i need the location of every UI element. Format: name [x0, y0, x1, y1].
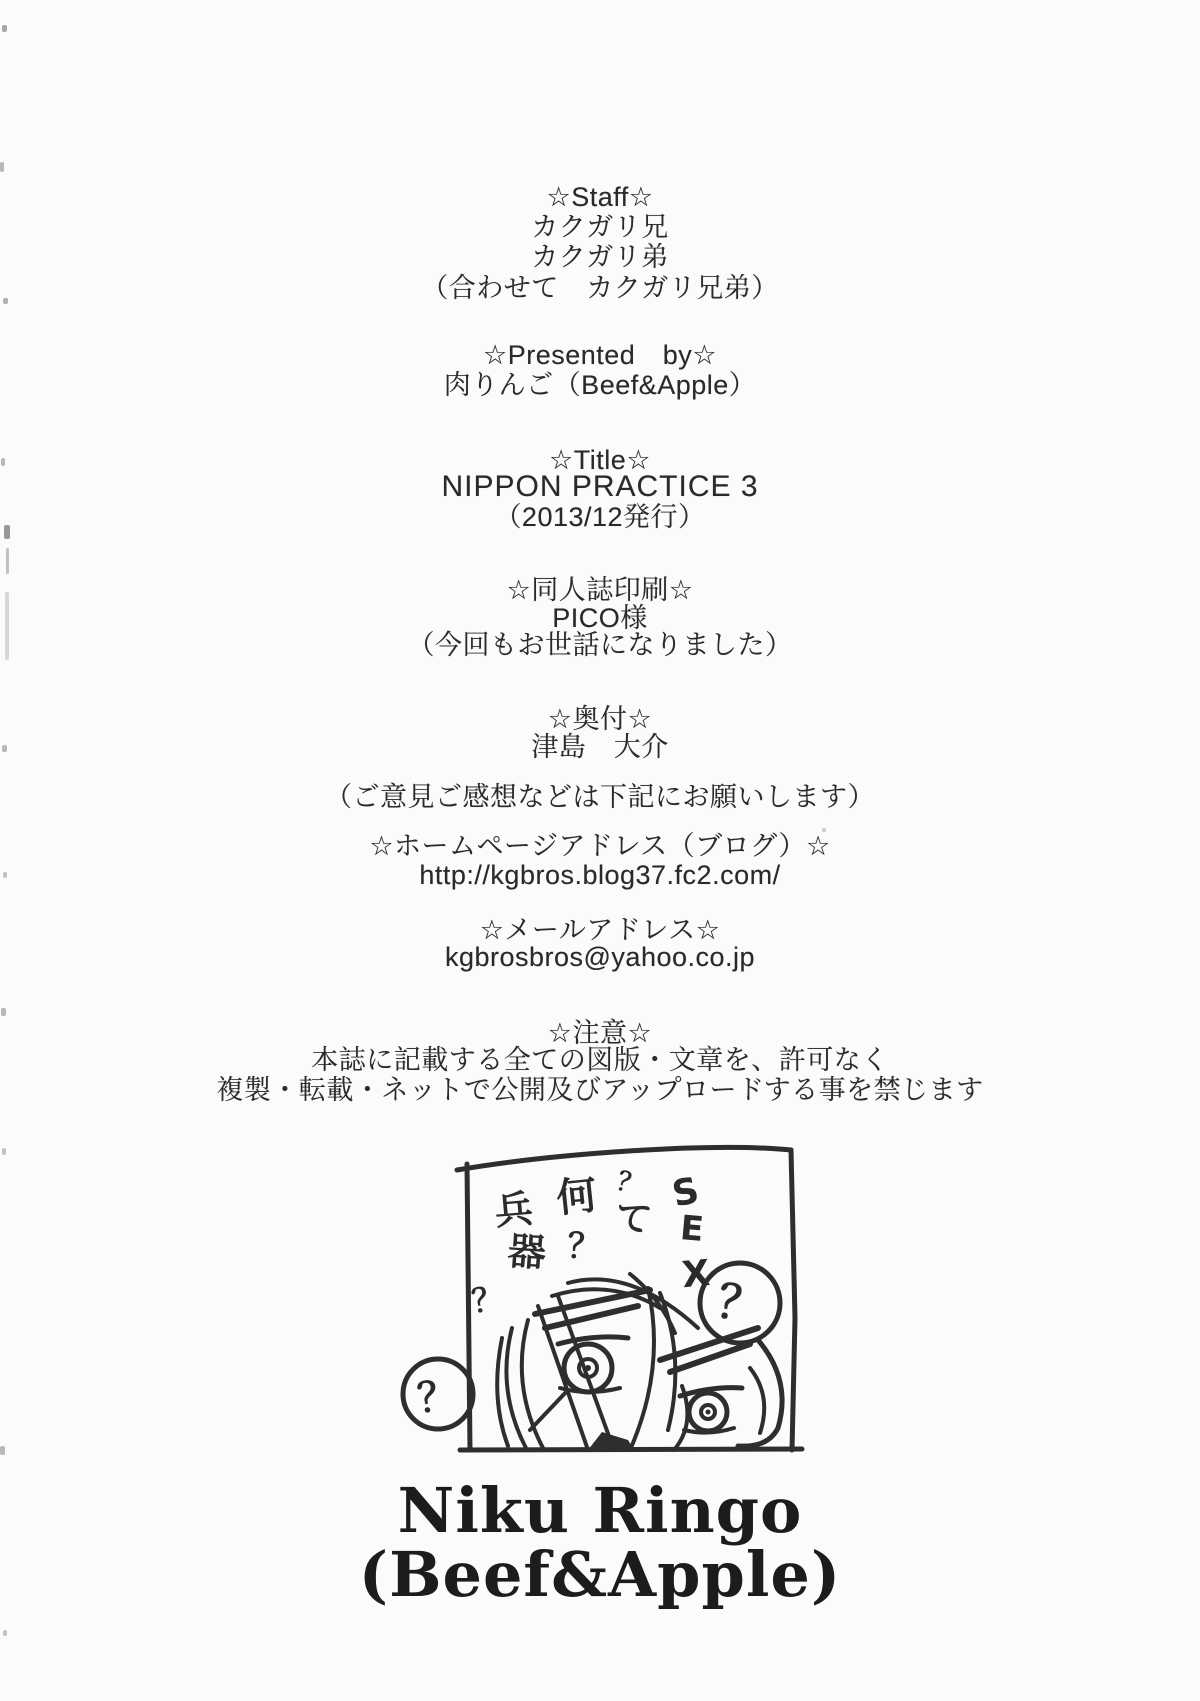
- scan-speck: [2, 745, 7, 752]
- circle-name-english: Niku Ringo: [397, 1474, 803, 1547]
- staff-member-elder: カクガリ兄: [531, 212, 669, 242]
- right-eyebrow-slash-2: [670, 1344, 750, 1372]
- scribble-q1: ？: [469, 1277, 508, 1321]
- printer-name: PICO様: [552, 603, 648, 633]
- printer-thanks: （今回もお世話になりました）: [407, 630, 793, 660]
- scan-speck: [0, 1446, 5, 1455]
- homepage-url: http://kgbros.blog37.fc2.com/: [419, 860, 781, 890]
- scan-speck: [2, 25, 7, 32]
- email-address: kgbrosbros@yahoo.co.jp: [444, 942, 756, 972]
- staff-heading: ☆Staff☆: [546, 182, 654, 212]
- circle-name-sub: (Beef&Apple): [358, 1538, 842, 1611]
- scan-speck: [1, 458, 5, 466]
- scribble-ki: 器: [506, 1228, 548, 1276]
- scan-speck: [822, 828, 826, 832]
- panel-border-right: [791, 1150, 795, 1450]
- scan-speck: [3, 298, 8, 304]
- scribble-te: て: [611, 1195, 655, 1242]
- scan-speck: [6, 548, 9, 574]
- publish-date: （2013/12発行）: [494, 502, 706, 532]
- circle-name-line: 肉りんご（Beef&Apple）: [443, 370, 757, 400]
- notice-line-2: 複製・転載・ネットで公開及びアップロードする事を禁じます: [216, 1075, 984, 1105]
- scribble-q2: ？: [566, 1226, 603, 1268]
- notice-line-1: 本誌に記載する全ての図版・文章を、許可なく: [311, 1045, 889, 1075]
- scan-speck: [3, 1630, 7, 1636]
- title-heading: ☆Title☆: [549, 445, 651, 475]
- notice-heading: ☆注意☆: [547, 1018, 653, 1048]
- email-heading: ☆メールアドレス☆: [479, 915, 721, 945]
- author-name: 津島 大介: [531, 732, 669, 762]
- hair-curl-right-inner: [750, 1368, 764, 1433]
- hand-stroke-3: [530, 1390, 568, 1430]
- scan-speck: [3, 872, 7, 878]
- presented-heading: ☆Presented by☆: [482, 340, 717, 370]
- scan-speck: [1, 1008, 6, 1016]
- homepage-heading: ☆ホームページアドレス（ブログ）☆: [369, 831, 831, 861]
- staff-member-younger: カクガリ弟: [531, 242, 669, 272]
- scan-speck: [2, 1148, 6, 1155]
- right-eye-pupil: [706, 1410, 711, 1415]
- scribble-sex-e: E: [678, 1208, 706, 1250]
- book-title: NIPPON PRACTICE 3: [441, 470, 759, 503]
- feedback-note: （ご意見ご感想などは下記にお願いします）: [325, 782, 875, 812]
- scribble-hei: 兵: [493, 1186, 535, 1234]
- scan-speck: [4, 525, 10, 539]
- scan-streak: [5, 592, 9, 660]
- face-hair-strand-front: [630, 1288, 654, 1450]
- hair-strand-left-2: [522, 1320, 544, 1450]
- scribble-sex-x: X: [680, 1252, 712, 1297]
- left-eye-pupil: [585, 1365, 591, 1371]
- mouth: [588, 1432, 634, 1450]
- left-eyebrow-slash: [535, 1290, 650, 1314]
- question-mark-left: ？: [414, 1371, 461, 1423]
- colophon-heading: ☆奥付☆: [547, 704, 653, 734]
- staff-combined-note: （合わせて カクガリ兄弟）: [421, 273, 779, 303]
- sketch-panel: [330, 1128, 870, 1478]
- scan-speck: [0, 162, 4, 172]
- scribble-nani: 何: [554, 1172, 599, 1223]
- scribble-sex-s: S: [668, 1170, 703, 1216]
- printing-heading: ☆同人誌印刷☆: [506, 575, 694, 605]
- question-mark-right: ？: [713, 1273, 769, 1335]
- scribble-q3: ？: [613, 1166, 647, 1203]
